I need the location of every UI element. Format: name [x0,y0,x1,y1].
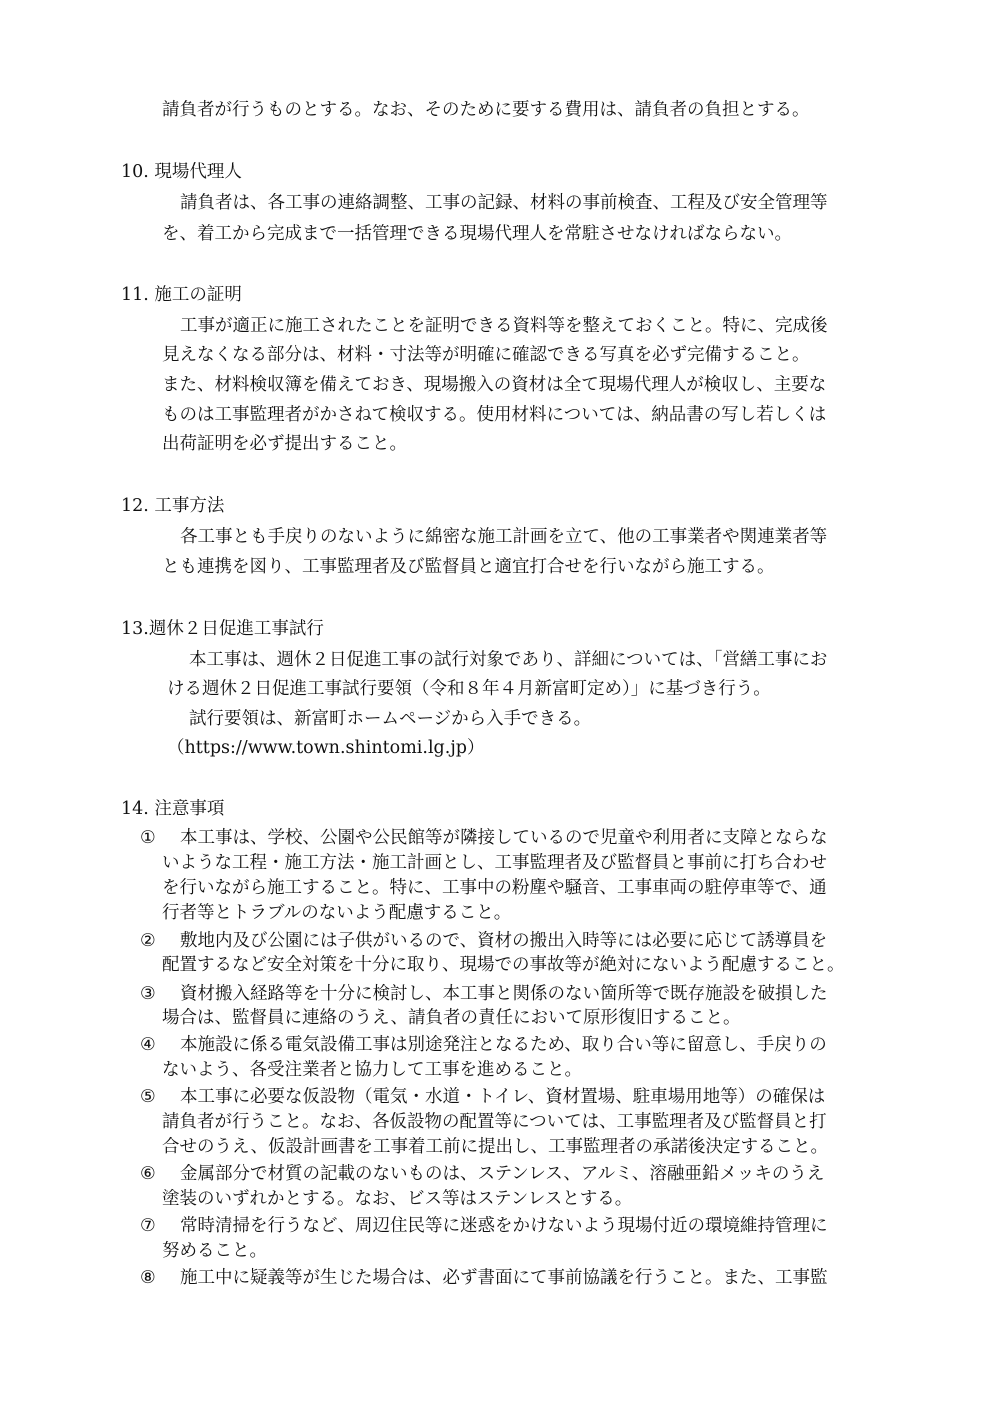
section-11-heading: 11. 施工の証明 [121,285,242,305]
item-line: 請負者が行うこと。なお、各仮設物の配置等については、工事監理者及び監督員と打 [162,1112,827,1132]
section-12-line: とも連携を図り、工事監理者及び監督員と適宜打合せを行いながら施工する。 [162,557,775,577]
section-13-line: 試行要領は、新富町ホームページから入手できる。 [189,709,592,729]
item-line: 本施設に係る電気設備工事は別途発注となるため、取り合い等に留意し、手戻りの [180,1035,827,1055]
section-13-url: （https://www.town.shintomi.lg.jp） [167,738,485,758]
item-number: ⑥ [140,1164,156,1184]
section-11-line: ものは工事監理者がかさねて検収する。使用材料については、納品書の写し若しくは [162,405,827,425]
item-line: 施工中に疑義等が生じた場合は、必ず書面にて事前協議を行うこと。また、工事監 [180,1268,828,1288]
intro-line: 請負者が行うものとする。なお、そのために要する費用は、請負者の負担とする。 [162,100,810,120]
item-line: 本工事に必要な仮設物（電気・水道・トイレ、資材置場、駐車場用地等）の確保は [180,1087,826,1107]
section-14-heading: 14. 注意事項 [121,799,225,819]
section-12-heading: 12. 工事方法 [121,496,225,516]
section-11-line: 出荷証明を必ず提出すること。 [162,434,407,454]
item-line: を行いながら施工すること。特に、工事中の粉塵や騒音、工事車両の駐停車等で、通 [162,878,827,898]
item-line: 努めること。 [162,1241,267,1261]
item-line: 金属部分で材質の記載のないものは、ステンレス、アルミ、溶融亜鉛メッキのうえ [180,1164,825,1184]
item-line: 敷地内及び公園には子供がいるので、資材の搬出入時等には必要に応じて誘導員を [180,931,828,951]
item-number: ③ [140,984,156,1004]
section-10-line: を、着工から完成まで一括管理できる現場代理人を常駐させなければならない。 [162,224,792,244]
item-line: 行者等とトラブルのないよう配慮すること。 [162,903,512,923]
section-13-heading: 13.週休２日促進工事試行 [121,619,324,639]
item-number: ⑧ [140,1268,156,1288]
item-line: 塗装のいずれかとする。なお、ビス等はステンレスとする。 [162,1189,633,1209]
item-line: いような工程・施工方法・施工計画とし、工事監理者及び監督員と事前に打ち合わせ [162,853,827,873]
item-line: ないよう、各受注業者と協力して工事を進めること。 [162,1060,582,1080]
section-10-heading: 10. 現場代理人 [121,162,242,182]
section-13-line: ける週休２日促進工事試行要領（令和８年４月新富町定め）」に基づき行う。 [167,679,771,699]
item-line: 常時清掃を行うなど、周辺住民等に迷惑をかけないよう現場付近の環境維持管理に [180,1216,828,1236]
item-number: ⑦ [140,1216,156,1236]
section-11-line: また、材料検収簿を備えておき、現場搬入の資材は全て現場代理人が検収し、主要な [162,375,827,395]
item-line: 場合は、監督員に連絡のうえ、請負者の責任において原形復旧すること。 [162,1008,741,1028]
item-line: 資材搬入経路等を十分に検討し、本工事と関係のない箇所等で既存施設を破損した [180,984,828,1004]
item-number: ⑤ [140,1087,156,1107]
item-number: ② [140,931,156,951]
section-12-line: 各工事とも手戻りのないように綿密な施工計画を立て、他の工事業者や関連業者等 [180,527,828,547]
item-number: ④ [140,1035,156,1055]
item-line: 配置するなど安全対策を十分に取り、現場での事故等が絶対にないよう配慮すること。 [162,955,845,975]
item-number: ① [140,828,156,848]
section-13-line: 本工事は、週休２日促進工事の試行対象であり、詳細については、「営繕工事にお [189,650,828,670]
item-line: 本工事は、学校、公園や公民館等が隣接しているので児童や利用者に支障とならな [180,828,828,848]
section-10-line: 請負者は、各工事の連絡調整、工事の記録、材料の事前検査、工程及び安全管理等 [180,193,828,213]
item-line: 合せのうえ、仮設計画書を工事着工前に提出し、工事監理者の承諾後決定すること。 [162,1137,829,1157]
section-11-line: 見えなくなる部分は、材料・寸法等が明確に確認できる写真を必ず完備すること。 [162,345,810,365]
section-11-line: 工事が適正に施工されたことを証明できる資料等を整えておくこと。特に、完成後 [180,316,828,336]
